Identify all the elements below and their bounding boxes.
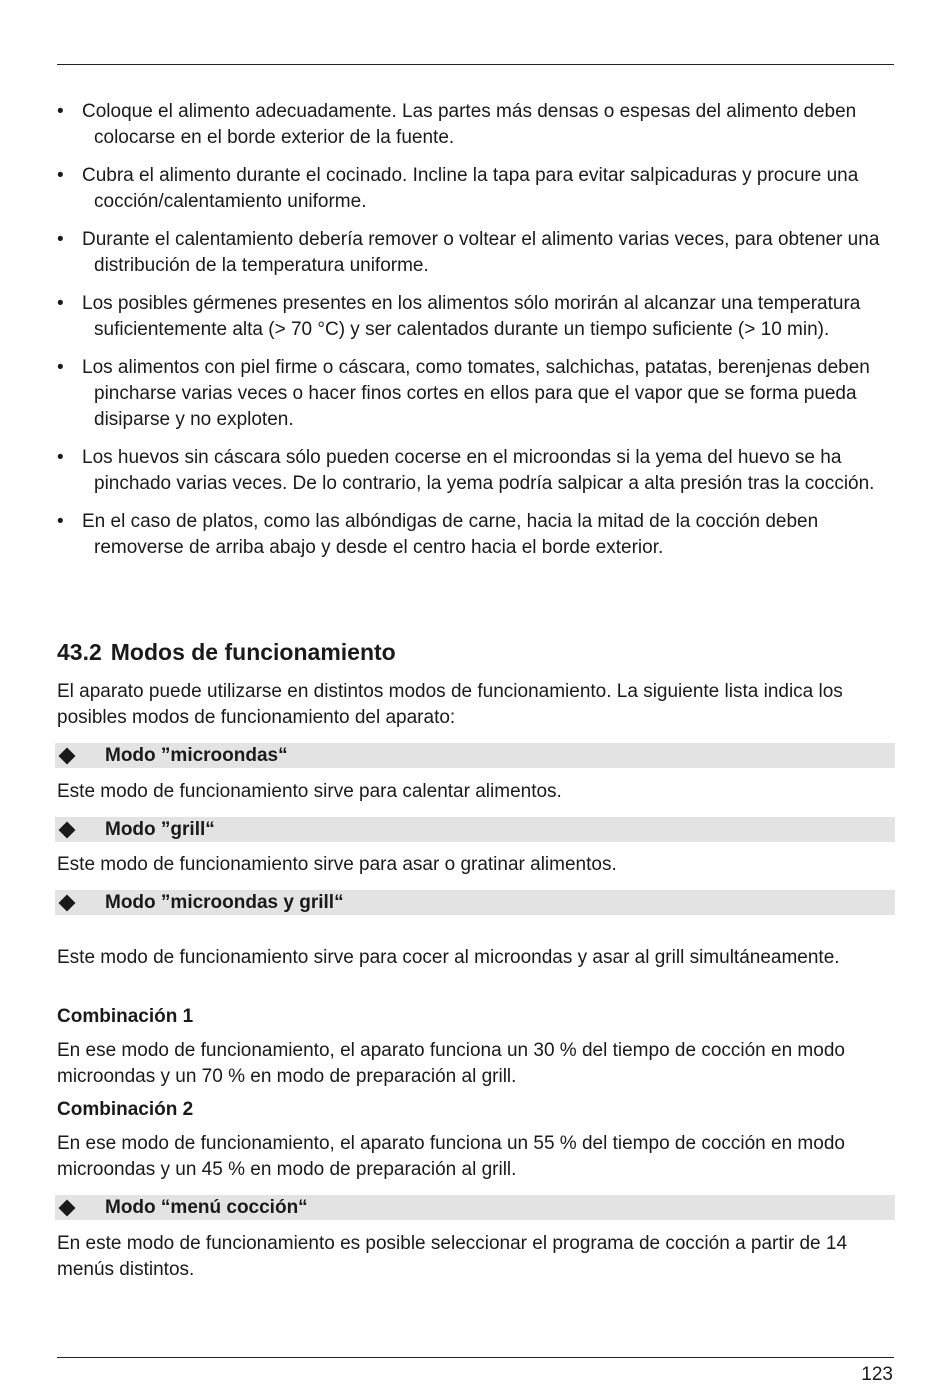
list-item: • Los huevos sin cáscara sólo pueden cocerse en el microondas si la yema del huevo se ha pinchado varias veces. De lo contrario, la yema podría salpicar a alta presión tras la cocción. bbox=[57, 446, 875, 494]
mode-label: Modo “menú cocción“ bbox=[105, 1196, 308, 1218]
list-item: • Los alimentos con piel firme o cáscara, como tomates, salchichas, patatas, berenjenas deben pincharse varias veces o hacer finos cortes en ellos para que el vapor que se forma pueda disiparse y no exploten. bbox=[57, 356, 870, 431]
section-title: Modos de funcionamiento bbox=[110, 639, 396, 665]
mode-heading-menu bbox=[55, 1195, 895, 1220]
mode-description: Este modo de funcionamiento sirve para asar o gratinar alimentos. bbox=[57, 854, 617, 875]
mode-heading-grill bbox=[55, 817, 895, 842]
section-number: 43.2 bbox=[57, 639, 102, 665]
header-rule bbox=[57, 64, 894, 65]
diamond-icon bbox=[59, 821, 76, 838]
mode-label: Modo ”microondas“ bbox=[105, 744, 288, 766]
list-item: • Coloque el alimento adecuadamente. Las partes más densas o espesas del alimento deben colocarse en el borde exterior de la fuente. bbox=[57, 101, 857, 149]
combo-title: Combinación 2 bbox=[57, 1099, 194, 1120]
section-intro: El aparato puede utilizarse en distintos modos de funcionamiento. La siguiente lista indica los posibles modos de funcionamiento del aparato: bbox=[57, 681, 843, 729]
combo-description: En ese modo de funcionamiento, el aparato funciona un 30 % del tiempo de cocción en modo microondas y un 70 % en modo de preparación al grill. bbox=[57, 1040, 845, 1088]
section-heading bbox=[57, 639, 396, 666]
combo-title: Combinación 1 bbox=[57, 1006, 194, 1027]
footer-rule bbox=[57, 1357, 894, 1358]
bullet-icon: • bbox=[57, 292, 64, 314]
bullet-icon: • bbox=[57, 164, 64, 186]
mode-label: Modo ”microondas y grill“ bbox=[105, 891, 344, 913]
bullet-icon: • bbox=[57, 446, 64, 468]
list-item: • Los posibles gérmenes presentes en los alimentos sólo morirán al alcanzar una temperatura suficientemente alta (> 70 °C) y ser calentados durante un tiempo suficiente (> 10 min). bbox=[57, 292, 861, 340]
mode-description: Este modo de funcionamiento sirve para calentar alimentos. bbox=[57, 781, 562, 802]
diamond-icon bbox=[59, 747, 76, 764]
bullet-icon: • bbox=[57, 228, 64, 250]
mode-description: Este modo de funcionamiento sirve para cocer al microondas y asar al grill simultáneamente. bbox=[57, 947, 840, 968]
page-number: 123 bbox=[861, 1364, 893, 1385]
mode-description: En este modo de funcionamiento es posible seleccionar el programa de cocción a partir de 14 menús distintos. bbox=[57, 1233, 848, 1281]
diamond-icon bbox=[59, 1199, 76, 1216]
mode-label: Modo ”grill“ bbox=[105, 818, 215, 840]
diamond-icon bbox=[59, 894, 76, 911]
list-item: • En el caso de platos, como las albóndigas de carne, hacia la mitad de la cocción deben removerse de arriba abajo y desde el centro hacia el borde exterior. bbox=[57, 510, 819, 558]
mode-heading-microwave-grill bbox=[55, 890, 895, 915]
combo-description: En ese modo de funcionamiento, el aparato funciona un 55 % del tiempo de cocción en modo microondas y un 45 % en modo de preparación al grill. bbox=[57, 1133, 845, 1181]
list-item: • Durante el calentamiento debería remover o voltear el alimento varias veces, para obtener una distribución de la temperatura uniforme. bbox=[57, 228, 880, 277]
list-item: • Cubra el alimento durante el cocinado. Incline la tapa para evitar salpicaduras y procure una cocción/calentamiento uniforme. bbox=[57, 164, 859, 213]
mode-heading-microwave bbox=[55, 743, 895, 768]
bullet-icon: • bbox=[57, 356, 64, 378]
bullet-icon: • bbox=[57, 101, 64, 122]
tips-list bbox=[57, 99, 897, 573]
bullet-icon: • bbox=[57, 510, 64, 532]
